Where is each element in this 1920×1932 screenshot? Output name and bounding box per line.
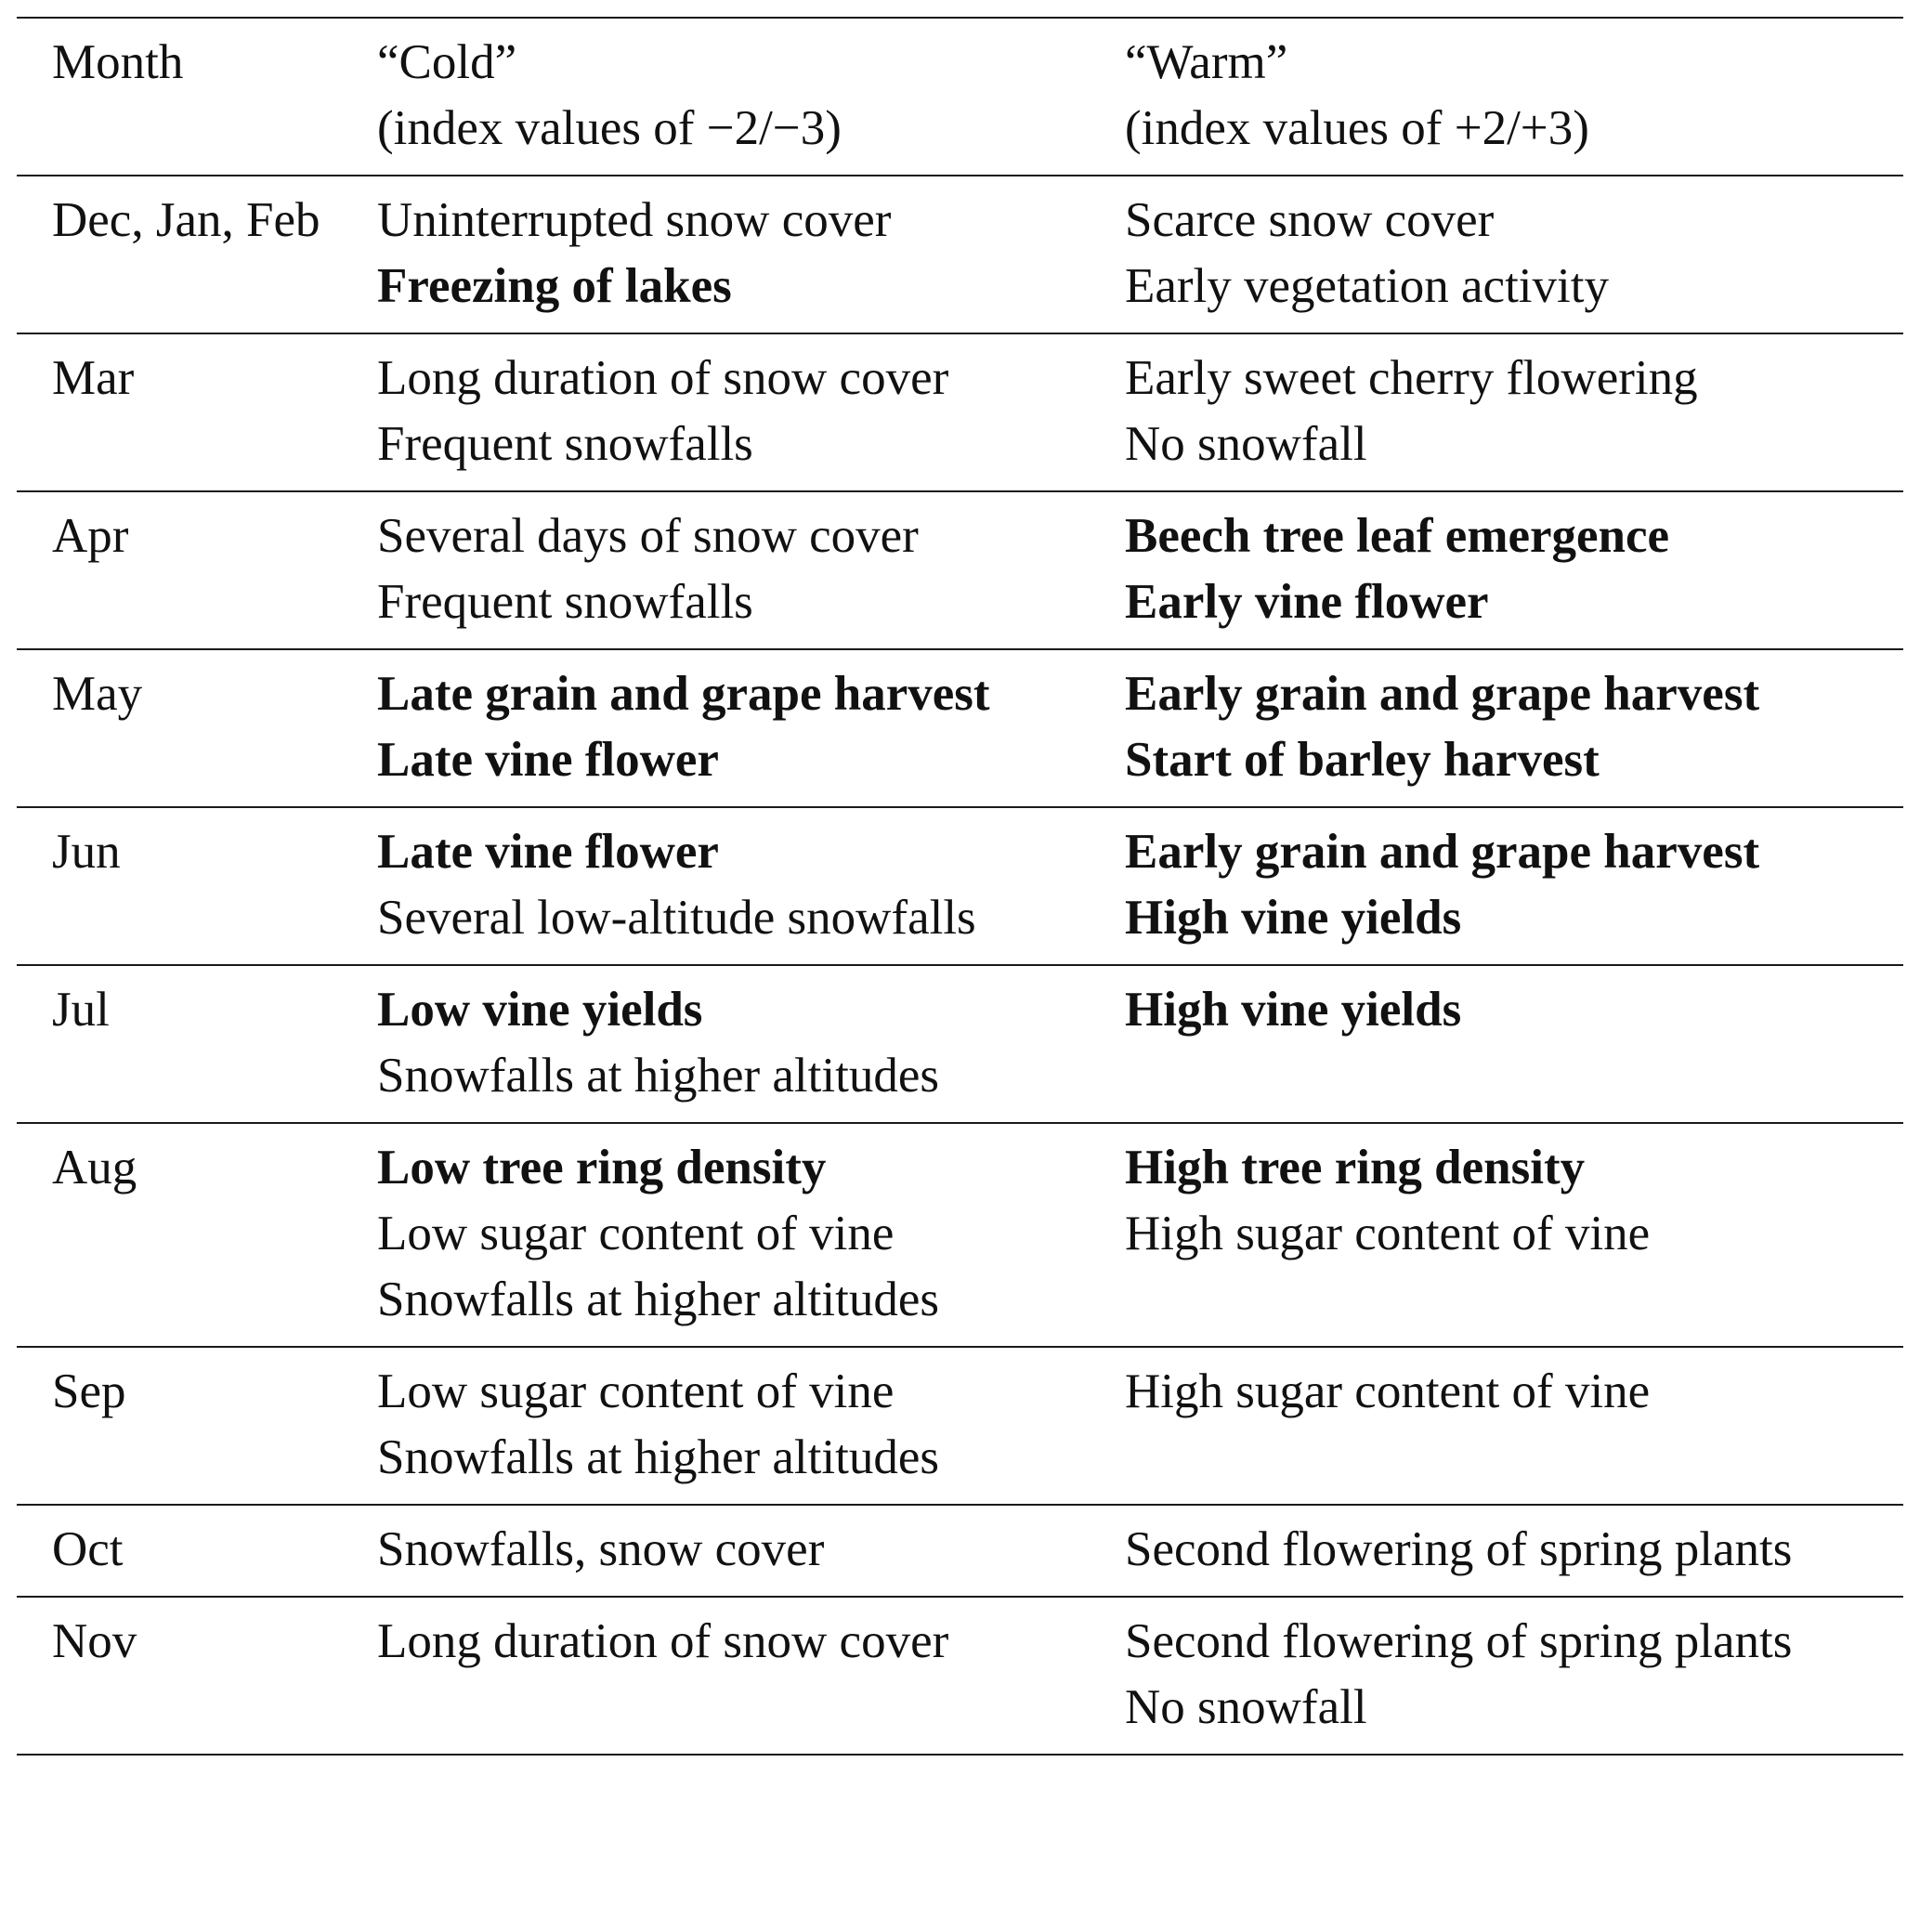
- warm-indicators-cell: [1125, 1123, 1903, 1347]
- table-row: [17, 176, 1903, 333]
- warm-indicator: Start of barley harvest: [1125, 733, 1600, 787]
- warm-indicator: Early vegetation activity: [1125, 259, 1609, 313]
- cold-indicator: Late vine flower: [377, 733, 719, 787]
- header-cold: [377, 18, 1125, 176]
- indicator-table-container: [17, 17, 1903, 1756]
- month-cell: [17, 1505, 377, 1597]
- table-row: [17, 1347, 1903, 1505]
- cold-indicators-cell: [377, 491, 1125, 649]
- cold-indicator: Long duration of snow cover: [377, 1614, 949, 1668]
- warm-indicator: High sugar content of vine: [1125, 1364, 1651, 1418]
- warm-indicator: Second flowering of spring plants: [1125, 1614, 1793, 1668]
- month-cell: [17, 965, 377, 1123]
- header-cold-title: “Cold”: [377, 35, 517, 89]
- cold-indicator: Snowfalls at higher altitudes: [377, 1049, 939, 1103]
- table-row: [17, 649, 1903, 807]
- header-cold-subtitle: (index values of −2/−3): [377, 101, 842, 155]
- table-row: [17, 1505, 1903, 1597]
- cold-indicator: Several low-altitude snowfalls: [377, 891, 976, 945]
- month-label: Sep: [52, 1364, 126, 1418]
- cold-indicator: Several days of snow cover: [377, 509, 919, 563]
- cold-indicator: Snowfalls, snow cover: [377, 1522, 825, 1576]
- table-row: [17, 333, 1903, 491]
- month-label: Jul: [52, 983, 110, 1037]
- header-warm: [1125, 18, 1903, 176]
- warm-indicator: Scarce snow cover: [1125, 193, 1495, 247]
- month-label: Aug: [52, 1141, 137, 1194]
- cold-indicator: Low tree ring density: [377, 1141, 827, 1194]
- table-row: [17, 1597, 1903, 1755]
- cold-indicators-cell: [377, 807, 1125, 965]
- warm-indicator: High vine yields: [1125, 983, 1462, 1037]
- warm-indicators-cell: [1125, 965, 1903, 1123]
- month-label: Apr: [52, 509, 129, 563]
- warm-indicators-cell: [1125, 176, 1903, 333]
- warm-indicators-cell: [1125, 1505, 1903, 1597]
- cold-indicators-cell: [377, 1347, 1125, 1505]
- cold-indicator: Low vine yields: [377, 983, 703, 1037]
- month-cell: [17, 649, 377, 807]
- climate-indicator-table: [17, 17, 1903, 1756]
- cold-indicator: Frequent snowfalls: [377, 417, 753, 471]
- cold-indicator: Low sugar content of vine: [377, 1207, 895, 1260]
- month-cell: [17, 1123, 377, 1347]
- warm-indicator: No snowfall: [1125, 417, 1367, 471]
- cold-indicators-cell: [377, 1123, 1125, 1347]
- cold-indicators-cell: [377, 649, 1125, 807]
- warm-indicator: Second flowering of spring plants: [1125, 1522, 1793, 1576]
- month-cell: [17, 1597, 377, 1755]
- header-month-label: Month: [52, 35, 184, 89]
- cold-indicator: Low sugar content of vine: [377, 1364, 895, 1418]
- warm-indicator: Early vine flower: [1125, 575, 1489, 629]
- month-label: Jun: [52, 825, 121, 879]
- warm-indicators-cell: [1125, 491, 1903, 649]
- month-label: Nov: [52, 1614, 137, 1668]
- cold-indicator: Late grain and grape harvest: [377, 667, 990, 721]
- month-label: Dec, Jan, Feb: [52, 193, 320, 247]
- warm-indicator: Early grain and grape harvest: [1125, 825, 1760, 879]
- header-month: [17, 18, 377, 176]
- cold-indicator: Snowfalls at higher altitudes: [377, 1273, 939, 1326]
- warm-indicator: Early sweet cherry flowering: [1125, 351, 1698, 405]
- month-cell: [17, 176, 377, 333]
- warm-indicator: High tree ring density: [1125, 1141, 1586, 1194]
- warm-indicator: Early grain and grape harvest: [1125, 667, 1760, 721]
- month-cell: [17, 333, 377, 491]
- header-warm-subtitle: (index values of +2/+3): [1125, 101, 1589, 155]
- cold-indicator: Uninterrupted snow cover: [377, 193, 892, 247]
- warm-indicators-cell: [1125, 649, 1903, 807]
- warm-indicator: Beech tree leaf emergence: [1125, 509, 1670, 563]
- header-warm-title: “Warm”: [1125, 35, 1288, 89]
- cold-indicator: Snowfalls at higher altitudes: [377, 1430, 939, 1484]
- cold-indicators-cell: [377, 1505, 1125, 1597]
- cold-indicator: Late vine flower: [377, 825, 719, 879]
- warm-indicator: No snowfall: [1125, 1680, 1367, 1734]
- warm-indicators-cell: [1125, 1597, 1903, 1755]
- warm-indicators-cell: [1125, 1347, 1903, 1505]
- cold-indicator: Long duration of snow cover: [377, 351, 949, 405]
- month-cell: [17, 491, 377, 649]
- cold-indicator: Freezing of lakes: [377, 259, 732, 313]
- table-body: [17, 176, 1903, 1755]
- warm-indicators-cell: [1125, 807, 1903, 965]
- month-label: Mar: [52, 351, 135, 405]
- table-row: [17, 807, 1903, 965]
- table-header-row: [17, 18, 1903, 176]
- cold-indicators-cell: [377, 1597, 1125, 1755]
- cold-indicators-cell: [377, 965, 1125, 1123]
- month-cell: [17, 807, 377, 965]
- warm-indicator: High vine yields: [1125, 891, 1462, 945]
- table-row: [17, 491, 1903, 649]
- warm-indicators-cell: [1125, 333, 1903, 491]
- cold-indicators-cell: [377, 333, 1125, 491]
- month-label: May: [52, 667, 143, 721]
- cold-indicator: Frequent snowfalls: [377, 575, 753, 629]
- month-label: Oct: [52, 1522, 124, 1576]
- table-row: [17, 965, 1903, 1123]
- month-cell: [17, 1347, 377, 1505]
- table-row: [17, 1123, 1903, 1347]
- cold-indicators-cell: [377, 176, 1125, 333]
- warm-indicator: High sugar content of vine: [1125, 1207, 1651, 1260]
